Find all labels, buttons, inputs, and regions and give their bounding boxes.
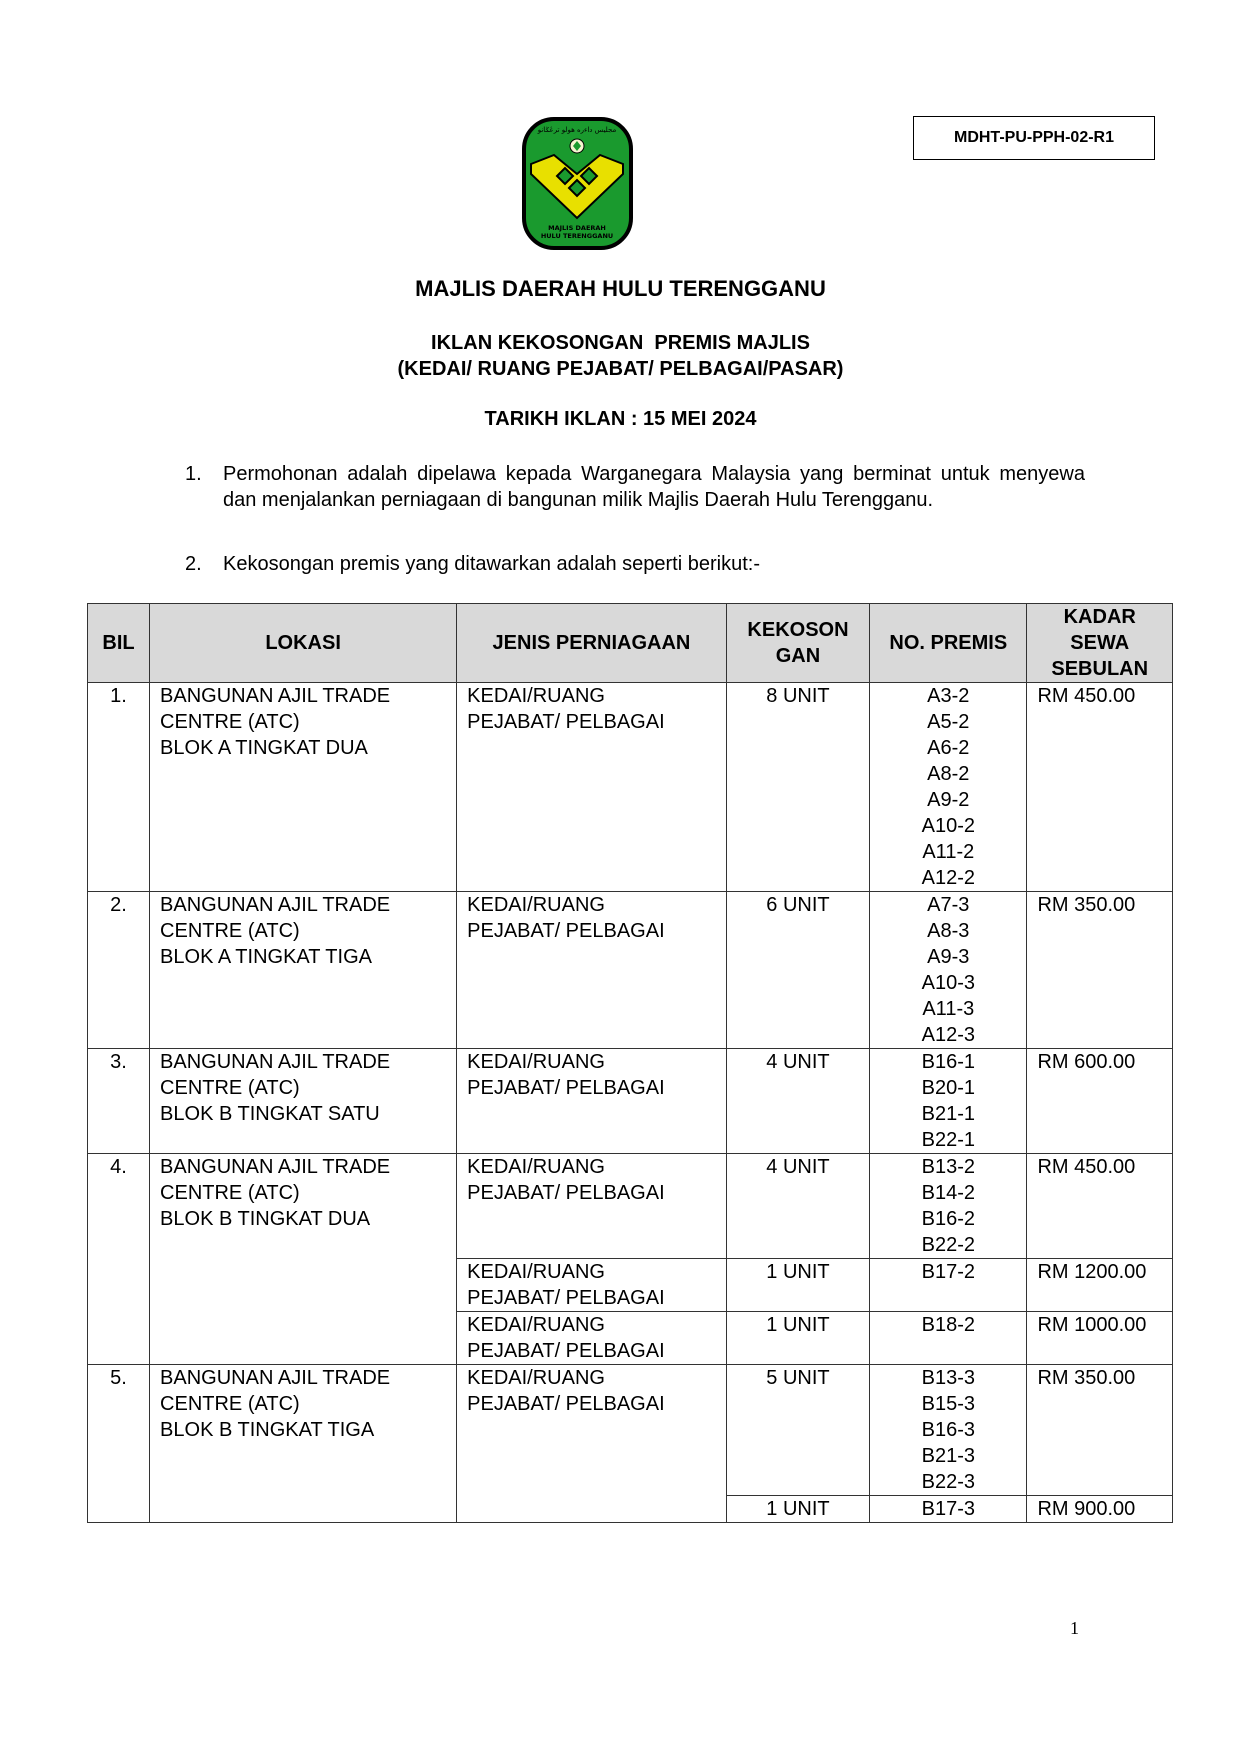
paragraph-1: [185, 461, 1085, 513]
cell-kekosongan: 1 UNIT: [726, 1496, 869, 1523]
jenis-line: PEJABAT/ PELBAGAI: [467, 1077, 665, 1099]
jenis-line: KEDAI/RUANG: [467, 1051, 605, 1073]
cell-lokasi: [150, 892, 457, 1049]
premis-item: B16-3: [921, 1419, 975, 1441]
lokasi-line: BLOK B TINGKAT SATU: [160, 1103, 380, 1125]
premis-item: B15-3: [921, 1393, 975, 1415]
jenis-line: PEJABAT/ PELBAGAI: [467, 1182, 665, 1204]
premis-item: B13-3: [921, 1367, 975, 1389]
premis-item: B22-1: [921, 1129, 975, 1151]
lokasi-line: BLOK B TINGKAT DUA: [160, 1208, 371, 1230]
jenis-line: KEDAI/RUANG: [467, 685, 605, 707]
premis-item: B20-1: [921, 1077, 975, 1099]
jenis-line: PEJABAT/ PELBAGAI: [467, 711, 665, 733]
premis-item: A5-2: [927, 711, 970, 733]
table-row: [88, 1154, 1173, 1259]
cell-jenis: [457, 1154, 727, 1259]
page-title: MAJLIS DAERAH HULU TERENGGANU: [415, 276, 826, 301]
cell-jenis: [457, 1365, 727, 1523]
header-lokasi: LOKASI: [150, 604, 457, 683]
premis-item: A8-2: [927, 763, 970, 785]
cell-premis: [870, 1496, 1027, 1523]
cell-kadar: RM 450.00: [1027, 1154, 1173, 1259]
header-kekosongan-line2: GAN: [775, 645, 821, 667]
jenis-line: KEDAI/RUANG: [467, 1367, 605, 1389]
logo-top-text: مجليس داءره هولو ترڠݢانو: [537, 126, 617, 134]
jenis-line: PEJABAT/ PELBAGAI: [467, 1340, 665, 1362]
cell-kekosongan: 4 UNIT: [726, 1049, 869, 1154]
lokasi-line: CENTRE (ATC): [160, 1393, 300, 1415]
premis-item: B22-3: [921, 1471, 975, 1493]
cell-kadar: RM 1200.00: [1027, 1259, 1173, 1312]
jenis-line: KEDAI/RUANG: [467, 894, 605, 916]
cell-kekosongan: 8 UNIT: [726, 683, 869, 892]
header-kekosongan: [726, 604, 869, 683]
jenis-line: KEDAI/RUANG: [467, 1314, 605, 1336]
header-kadar-line2: SEWA: [1070, 632, 1130, 654]
header-no-premis: NO. PREMIS: [870, 604, 1027, 683]
lokasi-line: CENTRE (ATC): [160, 1182, 300, 1204]
premis-item: A10-3: [921, 972, 975, 994]
premis-item: B21-3: [921, 1445, 975, 1467]
logo-bottom-line2: HULU TERENGGANU: [540, 232, 614, 240]
advert-date: TARIKH IKLAN : 15 MEI 2024: [484, 408, 757, 430]
lokasi-line: BLOK A TINGKAT TIGA: [160, 946, 372, 968]
premis-item: A11-3: [922, 998, 975, 1020]
cell-bil: 4.: [88, 1154, 150, 1365]
premis-item: B22-2: [921, 1234, 975, 1256]
jenis-line: PEJABAT/ PELBAGAI: [467, 1287, 665, 1309]
document-code: MDHT-PU-PPH-02-R1: [953, 129, 1114, 146]
premises-table: [87, 603, 1173, 1523]
table-header-row: [88, 604, 1173, 683]
premis-item: A6-2: [927, 737, 970, 759]
cell-jenis: [457, 1049, 727, 1154]
lokasi-line: BANGUNAN AJIL TRADE: [160, 1156, 391, 1178]
paragraph-text: Kekosongan premis yang ditawarkan adalah seperti berikut:-: [223, 553, 760, 575]
cell-premis: [870, 892, 1027, 1049]
premis-item: A11-2: [922, 841, 975, 863]
cell-lokasi: [150, 1154, 457, 1365]
premis-item: B16-1: [921, 1051, 975, 1073]
premis-item: B16-2: [921, 1208, 975, 1230]
page-subtitle: [0, 330, 1241, 382]
premis-item: B14-2: [921, 1182, 975, 1204]
cell-kadar: RM 600.00: [1027, 1049, 1173, 1154]
cell-jenis: [457, 683, 727, 892]
jenis-line: PEJABAT/ PELBAGAI: [467, 920, 665, 942]
cell-kekosongan: 1 UNIT: [726, 1259, 869, 1312]
table-row: [88, 683, 1173, 892]
header-jenis: JENIS PERNIAGAAN: [457, 604, 727, 683]
cell-jenis: [457, 1312, 727, 1365]
jenis-line: KEDAI/RUANG: [467, 1156, 605, 1178]
cell-bil: 2.: [88, 892, 150, 1049]
premis-item: B21-1: [921, 1103, 975, 1125]
logo-bottom-line1: MAJLIS DAERAH: [548, 224, 606, 232]
paragraph-number: 2.: [185, 553, 202, 575]
paragraph-text: Permohonan adalah dipelawa kepada Warganegara Malaysia yang berminat untuk menyewa dan menjalankan perniagaan di bangunan milik Majlis Daerah Hulu Terengganu.: [223, 463, 1085, 511]
cell-lokasi: [150, 1365, 457, 1523]
cell-kadar: RM 350.00: [1027, 1365, 1173, 1496]
premis-item: B13-2: [921, 1156, 975, 1178]
header-bil: BIL: [88, 604, 150, 683]
cell-kadar: RM 900.00: [1027, 1496, 1173, 1523]
cell-kadar: RM 450.00: [1027, 683, 1173, 892]
cell-kekosongan: 6 UNIT: [726, 892, 869, 1049]
lokasi-line: BLOK B TINGKAT TIGA: [160, 1419, 375, 1441]
cell-premis: [870, 1154, 1027, 1259]
cell-kekosongan: 1 UNIT: [726, 1312, 869, 1365]
cell-jenis: [457, 892, 727, 1049]
cell-premis: [870, 1259, 1027, 1312]
cell-lokasi: [150, 1049, 457, 1154]
premis-item: A3-2: [927, 685, 970, 707]
cell-kadar: RM 350.00: [1027, 892, 1173, 1049]
lokasi-line: CENTRE (ATC): [160, 711, 300, 733]
lokasi-line: BANGUNAN AJIL TRADE: [160, 894, 391, 916]
page-number: 1: [1070, 1618, 1079, 1638]
lokasi-line: BLOK A TINGKAT DUA: [160, 737, 368, 759]
majlis-logo-icon: [521, 116, 634, 251]
subtitle-line-1: IKLAN KEKOSONGAN PREMIS MAJLIS: [431, 332, 810, 354]
lokasi-line: BANGUNAN AJIL TRADE: [160, 1367, 391, 1389]
premis-item: B17-3: [921, 1498, 975, 1520]
paragraph-number: 1.: [185, 463, 202, 485]
cell-kekosongan: 4 UNIT: [726, 1154, 869, 1259]
table-row: [88, 1049, 1173, 1154]
lokasi-line: BANGUNAN AJIL TRADE: [160, 685, 391, 707]
header-kekosongan-line1: KEKOSON: [747, 619, 849, 641]
table-row: [88, 892, 1173, 1049]
lokasi-line: CENTRE (ATC): [160, 920, 300, 942]
subtitle-line-2: (KEDAI/ RUANG PEJABAT/ PELBAGAI/PASAR): [397, 358, 844, 380]
lokasi-line: BANGUNAN AJIL TRADE: [160, 1051, 391, 1073]
table-row: [88, 1365, 1173, 1496]
premis-item: A10-2: [921, 815, 975, 837]
cell-bil: 1.: [88, 683, 150, 892]
premis-item: B17-2: [921, 1261, 975, 1283]
cell-premis: [870, 1365, 1027, 1496]
document-code-box: [913, 116, 1155, 160]
paragraph-2: [185, 551, 1085, 577]
premis-item: A12-2: [921, 867, 975, 889]
cell-lokasi: [150, 683, 457, 892]
cell-kekosongan: 5 UNIT: [726, 1365, 869, 1496]
cell-bil: 3.: [88, 1049, 150, 1154]
lokasi-line: CENTRE (ATC): [160, 1077, 300, 1099]
header-kadar: [1027, 604, 1173, 683]
cell-premis: [870, 1312, 1027, 1365]
jenis-line: KEDAI/RUANG: [467, 1261, 605, 1283]
premis-item: A9-3: [927, 946, 970, 968]
cell-kadar: RM 1000.00: [1027, 1312, 1173, 1365]
cell-jenis: [457, 1259, 727, 1312]
premis-item: A12-3: [921, 1024, 975, 1046]
jenis-line: PEJABAT/ PELBAGAI: [467, 1393, 665, 1415]
cell-premis: [870, 683, 1027, 892]
cell-bil: 5.: [88, 1365, 150, 1523]
premis-item: B18-2: [921, 1314, 975, 1336]
premis-item: A7-3: [927, 894, 970, 916]
header-kadar-line3: SEBULAN: [1051, 658, 1149, 680]
header-kadar-line1: KADAR: [1063, 606, 1136, 628]
premis-item: A9-2: [927, 789, 970, 811]
cell-premis: [870, 1049, 1027, 1154]
premis-item: A8-3: [927, 920, 970, 942]
